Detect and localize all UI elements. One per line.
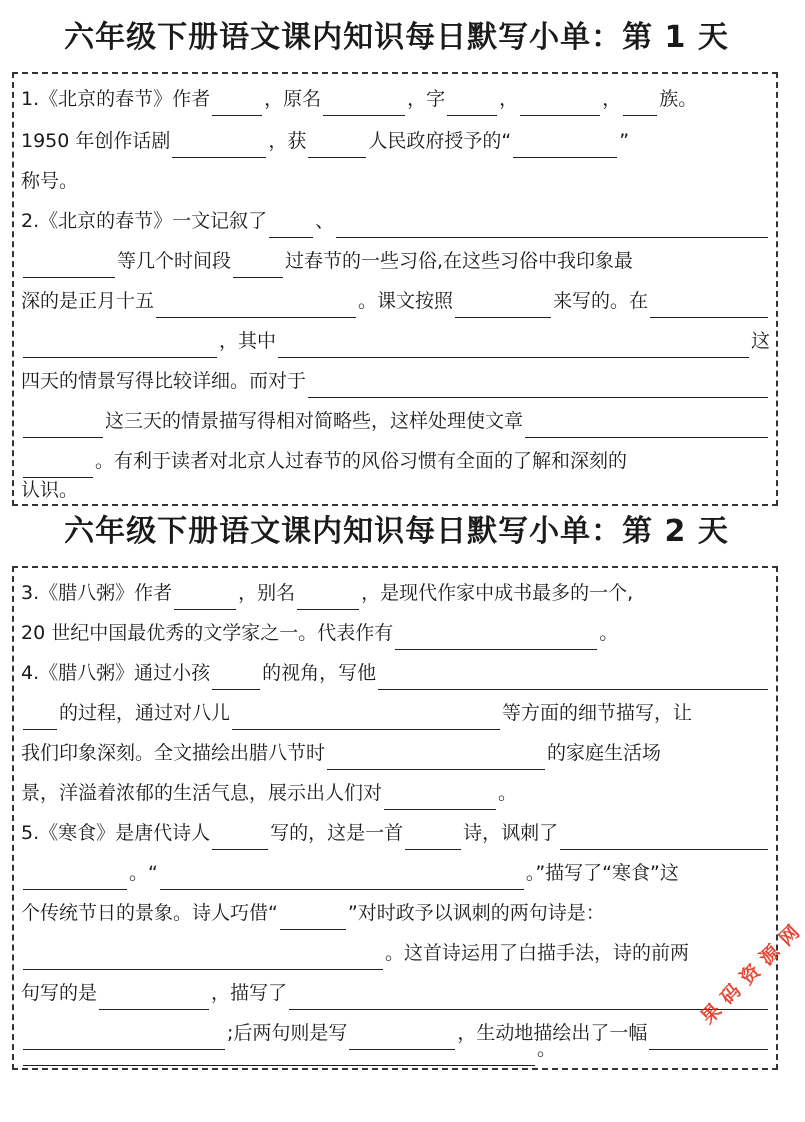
q1-text: ，字 — [407, 88, 446, 110]
q5-blank[interactable] — [99, 983, 209, 1010]
q2-blank[interactable] — [156, 291, 356, 318]
q5-text: 句写的是 — [21, 982, 98, 1004]
q5-line-4 — [21, 930, 770, 970]
q5-text: 个传统节日的景象。诗人巧借“ — [21, 902, 278, 924]
q2-text: 过春节的一些习俗,在这些习俗中我印象最 — [285, 250, 634, 272]
day1-title: 六年级下册语文课内知识每日默写小单：第 1 天 — [64, 20, 729, 55]
q2-line-4 — [21, 318, 770, 358]
q5-text: ”对时政予以讽刺的两句诗是： — [347, 902, 605, 924]
q2-line-8 — [21, 474, 770, 504]
q4-blank[interactable] — [212, 663, 260, 690]
q1-text: 称号。 — [21, 170, 79, 192]
q5-line-3 — [21, 890, 770, 930]
q5-poet-blank[interactable] — [212, 823, 268, 850]
q3-works-blank[interactable] — [395, 623, 597, 650]
q3-line-1 — [21, 570, 770, 610]
q5-text: 。 — [537, 1038, 557, 1060]
q4-text: 景，洋溢着浓郁的生活气息，展示出人们对 — [21, 782, 383, 804]
q3-text: 3.《腊八粥》作者 — [21, 582, 173, 604]
q1-courtesy-name-blank[interactable] — [447, 89, 497, 116]
q3-alias-blank[interactable] — [297, 583, 359, 610]
q2-text: 。有利于读者对北京人过春节的风俗习惯有全面的了解和深刻的 — [95, 450, 628, 472]
day2-worksheet-box — [12, 566, 778, 1070]
q5-line-5 — [21, 970, 770, 1010]
q2-text: 2.《北京的春节》一文记叙了 — [21, 210, 268, 232]
q2-text: ，其中 — [219, 330, 277, 352]
q3-text: ，是现代作家中成书最多的一个, — [361, 582, 634, 604]
q2-line-5 — [21, 358, 770, 398]
q2-blank[interactable] — [278, 331, 749, 358]
q2-blank[interactable] — [233, 251, 283, 278]
q1-text: 1950 年创作话剧 — [21, 130, 171, 152]
q4-line-1 — [21, 650, 770, 690]
q5-line-1 — [21, 810, 770, 850]
q1-text: 人民政府授予的“ — [368, 130, 512, 152]
q4-text: 等方面的细节描写，让 — [502, 702, 693, 724]
q1-line-3 — [21, 158, 770, 198]
q4-text: 的视角，写他 — [262, 662, 377, 684]
q2-text: 认识。 — [21, 479, 79, 501]
q2-line-2 — [21, 238, 770, 278]
q1-line-2 — [21, 118, 770, 158]
q4-blank[interactable] — [23, 703, 57, 730]
q1-honor-blank[interactable] — [513, 131, 617, 158]
q5-text: 5.《寒食》是唐代诗人 — [21, 822, 211, 844]
q2-text: 这 — [750, 330, 770, 352]
watermark: 果 码 资 源 网 — [696, 920, 805, 1029]
q5-text: 。”描写了“寒食”这 — [525, 862, 679, 884]
q1-author-blank[interactable] — [212, 89, 262, 116]
q2-blank[interactable] — [308, 371, 768, 398]
q2-blank[interactable] — [269, 211, 313, 238]
q2-text: 、 — [315, 210, 335, 232]
q5-line-7 — [21, 1032, 770, 1066]
q4-blank[interactable] — [378, 663, 768, 690]
q2-blank[interactable] — [525, 411, 768, 438]
q2-blank[interactable] — [23, 251, 115, 278]
q3-text: ，别名 — [238, 582, 296, 604]
q1-ethnicity-blank[interactable] — [623, 89, 657, 116]
q4-text: 。 — [498, 782, 518, 804]
q5-text: 写的，这是一首 — [270, 822, 404, 844]
q4-blank[interactable] — [384, 783, 496, 810]
q5-line-2 — [21, 850, 770, 890]
q3-line-2 — [21, 610, 770, 650]
q5-blank[interactable] — [560, 823, 768, 850]
q4-text: 的过程，通过对八儿 — [59, 702, 231, 724]
q2-blank[interactable] — [23, 411, 103, 438]
q2-blank[interactable] — [336, 211, 768, 238]
q3-text: 20 世纪中国最优秀的文学家之一。代表作有 — [21, 622, 394, 644]
q1-text: ， — [602, 88, 622, 110]
q1-blank[interactable] — [520, 89, 600, 116]
q4-text: 4.《腊八粥》通过小孩 — [21, 662, 211, 684]
q5-genre-blank[interactable] — [405, 823, 461, 850]
q2-blank[interactable] — [650, 291, 768, 318]
q1-drama-blank[interactable] — [172, 131, 266, 158]
q5-text: ;后两句则是写 — [227, 1022, 348, 1044]
q1-text: ， — [499, 88, 519, 110]
q5-text: 。“ — [129, 862, 158, 884]
q1-text: ，获 — [268, 130, 307, 152]
q4-line-2 — [21, 690, 770, 730]
q3-author-blank[interactable] — [174, 583, 236, 610]
q4-blank[interactable] — [327, 743, 545, 770]
q4-line-4 — [21, 770, 770, 810]
q5-blank[interactable] — [280, 903, 346, 930]
q2-text: 来写的。在 — [553, 290, 649, 312]
day1-worksheet-box — [12, 72, 778, 506]
q2-blank[interactable] — [455, 291, 551, 318]
q5-text: ，生动地描绘出了一幅 — [457, 1022, 648, 1044]
q5-blank[interactable] — [23, 943, 383, 970]
q4-text: 我们印象深刻。全文描绘出腊八节时 — [21, 742, 326, 764]
q1-text: ，原名 — [264, 88, 322, 110]
q4-text: 的家庭生活场 — [547, 742, 662, 764]
q1-original-name-blank[interactable] — [323, 89, 405, 116]
q1-government-blank[interactable] — [308, 131, 366, 158]
q2-line-7 — [21, 438, 770, 478]
q5-blank[interactable] — [23, 863, 127, 890]
q2-blank[interactable] — [23, 331, 217, 358]
q2-text: 等几个时间段 — [117, 250, 232, 272]
q2-text: 四天的情景写得比较详细。而对于 — [21, 370, 307, 392]
q4-line-3 — [21, 730, 770, 770]
q3-text: 。 — [599, 622, 619, 644]
q5-text: ，描写了 — [211, 982, 288, 1004]
q5-text: 诗，讽刺了 — [463, 822, 559, 844]
q5-blank[interactable] — [23, 1039, 535, 1066]
q5-poem-blank[interactable] — [160, 863, 524, 890]
q1-text: ” — [619, 130, 630, 152]
q2-line-3 — [21, 278, 770, 318]
day2-title: 六年级下册语文课内知识每日默写小单：第 2 天 — [64, 514, 729, 549]
q1-line-1 — [21, 76, 770, 116]
q1-text: 族。 — [659, 88, 698, 110]
q2-line-1 — [21, 198, 770, 238]
q4-blank[interactable] — [232, 703, 500, 730]
q2-text: 深的是正月十五 — [21, 290, 155, 312]
q2-text: 。课文按照 — [358, 290, 454, 312]
q1-text: 1.《北京的春节》作者 — [21, 88, 211, 110]
q2-text: 这三天的情景描写得相对简略些，这样处理使文章 — [105, 410, 524, 432]
q5-text: 。这首诗运用了白描手法，诗的前两 — [385, 942, 690, 964]
q2-line-6 — [21, 398, 770, 438]
